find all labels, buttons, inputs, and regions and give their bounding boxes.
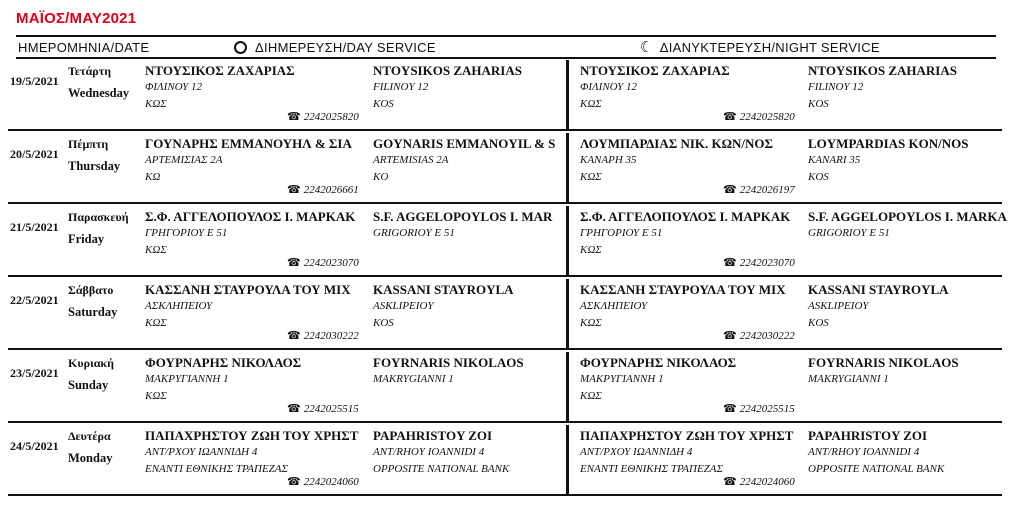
phone-icon: ☎: [723, 330, 737, 342]
table-row: [0, 279, 1021, 352]
phone-number: 2242025820: [739, 110, 795, 123]
row-rule: [8, 202, 1002, 204]
row-rule: [8, 275, 1002, 277]
pharmacy-city: KOS: [808, 171, 829, 183]
pharmacy-city: ΚΩΣ: [580, 171, 602, 183]
phone-icon: ☎: [723, 257, 737, 269]
row-weekday-en: Saturday: [68, 305, 118, 319]
header-day-service: [234, 40, 436, 55]
moon-icon: ☾: [640, 39, 654, 56]
phone-icon: ☎: [287, 257, 301, 269]
row-weekday-en: Sunday: [68, 378, 109, 392]
night-pharmacy-gr: [580, 282, 786, 332]
pharmacy-city: ΕΝΑΝΤΙ ΕΘΝΙΚΗΣ ΤΡΑΠΕΖΑΣ: [580, 463, 724, 475]
pharmacy-city: OPPOSITE NATIONAL BANK: [808, 463, 945, 475]
pharmacy-name: GOYNARIS EMMANOYIL & S: [373, 136, 556, 151]
pharmacy-city: ΚΩΣ: [145, 390, 167, 402]
pharmacy-name: S.F. AGGELOPOYLOS I. MAR: [373, 209, 553, 224]
header-bottom-rule: [16, 57, 996, 59]
day-pharmacy-gr: [145, 355, 301, 405]
pharmacy-name: KASSANI STAYROYLA: [373, 282, 514, 297]
pharmacy-name: ΝΤΟΥΣΙΚΟΣ ΖΑΧΑΡΙΑΣ: [145, 63, 295, 78]
phone-icon: ☎: [287, 111, 301, 123]
header-night-service: [640, 40, 880, 55]
pharmacy-address: ΓΡΗΓΟΡΙΟΥ Ε 51: [145, 227, 228, 239]
phone-number: 2242026197: [739, 183, 795, 196]
phone-icon: ☎: [287, 403, 301, 415]
row-date: 21/5/2021: [10, 220, 59, 234]
pharmacy-city: ΕΝΑΝΤΙ ΕΘΝΙΚΗΣ ΤΡΑΠΕΖΑΣ: [145, 463, 289, 475]
phone-icon: ☎: [723, 184, 737, 196]
night-pharmacy-gr: [580, 355, 736, 405]
phone-icon: ☎: [287, 330, 301, 342]
phone-number: 2242024060: [739, 475, 795, 488]
phone-number: 2242026661: [303, 183, 359, 196]
pharmacy-address: ARTEMISIAS 2A: [373, 154, 449, 166]
header-day-label: ΔΙΗΜΕΡΕΥΣΗ/DAY SERVICE: [255, 40, 436, 55]
phone-icon: ☎: [287, 476, 301, 488]
pharmacy-name: FOYRNARIS NIKOLAOS: [373, 355, 524, 370]
day-pharmacy-en: [373, 136, 555, 186]
row-date: 19/5/2021: [10, 74, 59, 88]
pharmacy-address: MAKRYGIANNI 1: [808, 373, 889, 385]
day-pharmacy-gr: [145, 282, 351, 332]
pharmacy-name: NTOYSIKOS ZAHARIAS: [373, 63, 522, 78]
pharmacy-name: ΠΑΠΑΧΡΗΣΤΟΥ ΖΩΗ ΤΟΥ ΧΡΗΣΤ: [580, 428, 794, 443]
phone-number: 2242023070: [739, 256, 795, 269]
service-divider: [566, 352, 569, 421]
row-weekday-en: Wednesday: [68, 86, 130, 100]
table-row: [0, 425, 1021, 498]
day-phone: [287, 329, 359, 342]
row-rule: [8, 348, 1002, 350]
phone-number: 2242025515: [739, 402, 795, 415]
phone-number: 2242030222: [739, 329, 795, 342]
day-phone: [287, 402, 359, 415]
pharmacy-name: KASSANI STAYROYLA: [808, 282, 949, 297]
pharmacy-address: FILINOY 12: [373, 81, 429, 93]
pharmacy-name: ΠΑΠΑΧΡΗΣΤΟΥ ΖΩΗ ΤΟΥ ΧΡΗΣΤ: [145, 428, 359, 443]
pharmacy-address: ΑΡΤΕΜΙΣΙΑΣ 2Α: [145, 154, 223, 166]
day-pharmacy-gr: [145, 209, 355, 259]
pharmacy-name: ΛΟΥΜΠΑΡΔΙΑΣ ΝΙΚ. ΚΩΝ/ΝΟΣ: [580, 136, 774, 151]
table-row: [0, 352, 1021, 425]
pharmacy-name: PAPAHRISTOY ZOI: [808, 428, 928, 443]
day-pharmacy-en: [373, 282, 514, 332]
pharmacy-city: ΚΩΣ: [580, 244, 602, 256]
row-weekday-gr: Τετάρτη: [68, 64, 112, 78]
pharmacy-city: ΚΩΣ: [145, 244, 167, 256]
service-divider: [566, 425, 569, 494]
row-date: 23/5/2021: [10, 366, 59, 380]
pharmacy-name: ΦΟΥΡΝΑΡΗΣ ΝΙΚΟΛΑΟΣ: [145, 355, 302, 370]
row-weekday-gr: Κυριακή: [68, 356, 114, 370]
row-rule: [8, 421, 1002, 423]
row-weekday-en: Thursday: [68, 159, 121, 173]
day-pharmacy-gr: [145, 63, 295, 113]
pharmacy-city: KOS: [808, 317, 829, 329]
row-weekday-gr: Πέμπτη: [68, 137, 109, 151]
night-pharmacy-gr: [580, 63, 730, 113]
night-phone: [723, 329, 795, 342]
night-phone: [723, 402, 795, 415]
night-pharmacy-en: [808, 136, 968, 186]
pharmacy-city: KO: [373, 171, 389, 183]
pharmacy-name: Σ.Φ. ΑΓΓΕΛΟΠΟΥΛΟΣ Ι. ΜΑΡΚΑΚ: [145, 209, 356, 224]
night-phone: [723, 110, 795, 123]
day-pharmacy-en: [373, 63, 522, 113]
table-row: [0, 60, 1021, 133]
pharmacy-name: ΓΟΥΝΑΡΗΣ ΕΜΜΑΝΟΥΗΛ & ΣΙΑ: [145, 136, 352, 151]
pharmacy-address: ASKLIPEIOY: [808, 300, 869, 312]
pharmacy-name: ΝΤΟΥΣΙΚΟΣ ΖΑΧΑΡΙΑΣ: [580, 63, 730, 78]
row-weekday-gr: Δευτέρα: [68, 429, 111, 443]
pharmacy-city: KOS: [373, 98, 394, 110]
row-weekday-gr: Παρασκευή: [68, 210, 129, 224]
pharmacy-city: ΚΩΣ: [580, 98, 602, 110]
pharmacy-address: MAKRYGIANNI 1: [373, 373, 454, 385]
service-divider: [566, 206, 569, 275]
night-pharmacy-en: [808, 209, 1007, 242]
row-rule: [8, 129, 1002, 131]
day-phone: [287, 183, 359, 196]
header-top-rule: [16, 35, 996, 37]
day-phone: [287, 256, 359, 269]
phone-icon: ☎: [723, 403, 737, 415]
pharmacy-address: ΦΙΛΙΝΟΥ 12: [580, 81, 638, 93]
row-weekday-gr: Σάββατο: [68, 283, 114, 297]
night-phone: [723, 183, 795, 196]
pharmacy-address: ΦΙΛΙΝΟΥ 12: [145, 81, 203, 93]
pharmacy-address: ΑΝΤ/ΡΧΟΥ ΙΩΑΝΝΙΔΗ 4: [580, 446, 693, 458]
phone-number: 2242030222: [303, 329, 359, 342]
night-pharmacy-en: [808, 63, 957, 113]
phone-number: 2242023070: [303, 256, 359, 269]
pharmacy-address: ANT/RHOY IOANNIDI 4: [373, 446, 485, 458]
pharmacy-address: ΑΣΚΛΗΠΕΙΟΥ: [145, 300, 213, 312]
night-pharmacy-gr: [580, 428, 793, 478]
pharmacy-city: ΚΩΣ: [145, 98, 167, 110]
pharmacy-name: ΚΑΣΣΑΝΗ ΣΤΑΥΡΟΥΛΑ ΤΟΥ ΜΙΧ: [145, 282, 351, 297]
service-divider: [566, 133, 569, 202]
day-phone: [287, 475, 359, 488]
night-phone: [723, 256, 795, 269]
pharmacy-name: ΚΑΣΣΑΝΗ ΣΤΑΥΡΟΥΛΑ ΤΟΥ ΜΙΧ: [580, 282, 786, 297]
day-pharmacy-gr: [145, 136, 352, 186]
day-pharmacy-en: [373, 209, 552, 242]
pharmacy-address: ΜΑΚΡΥΓΙΑΝΝΗ 1: [580, 373, 664, 385]
service-divider: [566, 60, 569, 129]
day-phone: [287, 110, 359, 123]
row-date: 22/5/2021: [10, 293, 59, 307]
night-pharmacy-en: [808, 282, 949, 332]
night-pharmacy-en: [808, 355, 959, 388]
sun-icon: [234, 41, 247, 54]
phone-icon: ☎: [287, 184, 301, 196]
pharmacy-name: NTOYSIKOS ZAHARIAS: [808, 63, 957, 78]
pharmacy-address: ANT/RHOY IOANNIDI 4: [808, 446, 920, 458]
night-pharmacy-gr: [580, 209, 790, 259]
pharmacy-city: KOS: [373, 317, 394, 329]
row-weekday-en: Monday: [68, 451, 113, 465]
night-pharmacy-gr: [580, 136, 773, 186]
table-row: [0, 206, 1021, 279]
night-pharmacy-en: [808, 428, 944, 478]
pharmacy-name: FOYRNARIS NIKOLAOS: [808, 355, 959, 370]
row-weekday-en: Friday: [68, 232, 105, 246]
pharmacy-name: S.F. AGGELOPOYLOS I. MARKA: [808, 209, 1007, 224]
pharmacy-city: ΚΩΣ: [580, 317, 602, 329]
pharmacy-address: GRIGORIOY E 51: [373, 227, 455, 239]
header-night-label: ΔΙΑΝΥΚΤΕΡΕΥΣΗ/NIGHT SERVICE: [659, 40, 880, 55]
night-phone: [723, 475, 795, 488]
service-divider: [566, 279, 569, 348]
day-pharmacy-en: [373, 428, 509, 478]
pharmacy-name: LOYMPARDIAS KON/NOS: [808, 136, 969, 151]
pharmacy-name: PAPAHRISTOY ZOI: [373, 428, 493, 443]
pharmacy-address: ΑΝΤ/ΡΧΟΥ ΙΩΑΝΝΙΔΗ 4: [145, 446, 258, 458]
table-row: [0, 133, 1021, 206]
pharmacy-address: GRIGORIOY E 51: [808, 227, 890, 239]
row-rule: [8, 494, 1002, 496]
pharmacy-city: ΚΩ: [145, 171, 161, 183]
pharmacy-city: ΚΩΣ: [145, 317, 167, 329]
row-date: 24/5/2021: [10, 439, 59, 453]
row-date: 20/5/2021: [10, 147, 59, 161]
page-title: ΜΑΪΟΣ/MAY2021: [16, 10, 137, 27]
pharmacy-address: ASKLIPEIOY: [373, 300, 434, 312]
pharmacy-address: KANARI 35: [808, 154, 861, 166]
pharmacy-name: ΦΟΥΡΝΑΡΗΣ ΝΙΚΟΛΑΟΣ: [580, 355, 737, 370]
day-pharmacy-gr: [145, 428, 358, 478]
pharmacy-address: ΑΣΚΛΗΠΕΙΟΥ: [580, 300, 648, 312]
phone-icon: ☎: [723, 476, 737, 488]
phone-number: 2242025515: [303, 402, 359, 415]
phone-icon: ☎: [723, 111, 737, 123]
pharmacy-address: ΚΑΝΑΡΗ 35: [580, 154, 637, 166]
phone-number: 2242025820: [303, 110, 359, 123]
header-date: ΗΜΕΡΟΜΗΝΙΑ/DATE: [18, 40, 150, 55]
pharmacy-city: ΚΩΣ: [580, 390, 602, 402]
pharmacy-address: ΓΡΗΓΟΡΙΟΥ Ε 51: [580, 227, 663, 239]
pharmacy-name: Σ.Φ. ΑΓΓΕΛΟΠΟΥΛΟΣ Ι. ΜΑΡΚΑΚ: [580, 209, 791, 224]
pharmacy-city: KOS: [808, 98, 829, 110]
pharmacy-address: FILINOY 12: [808, 81, 864, 93]
day-pharmacy-en: [373, 355, 524, 388]
pharmacy-city: OPPOSITE NATIONAL BANK: [373, 463, 510, 475]
phone-number: 2242024060: [303, 475, 359, 488]
pharmacy-address: ΜΑΚΡΥΓΙΑΝΝΗ 1: [145, 373, 229, 385]
